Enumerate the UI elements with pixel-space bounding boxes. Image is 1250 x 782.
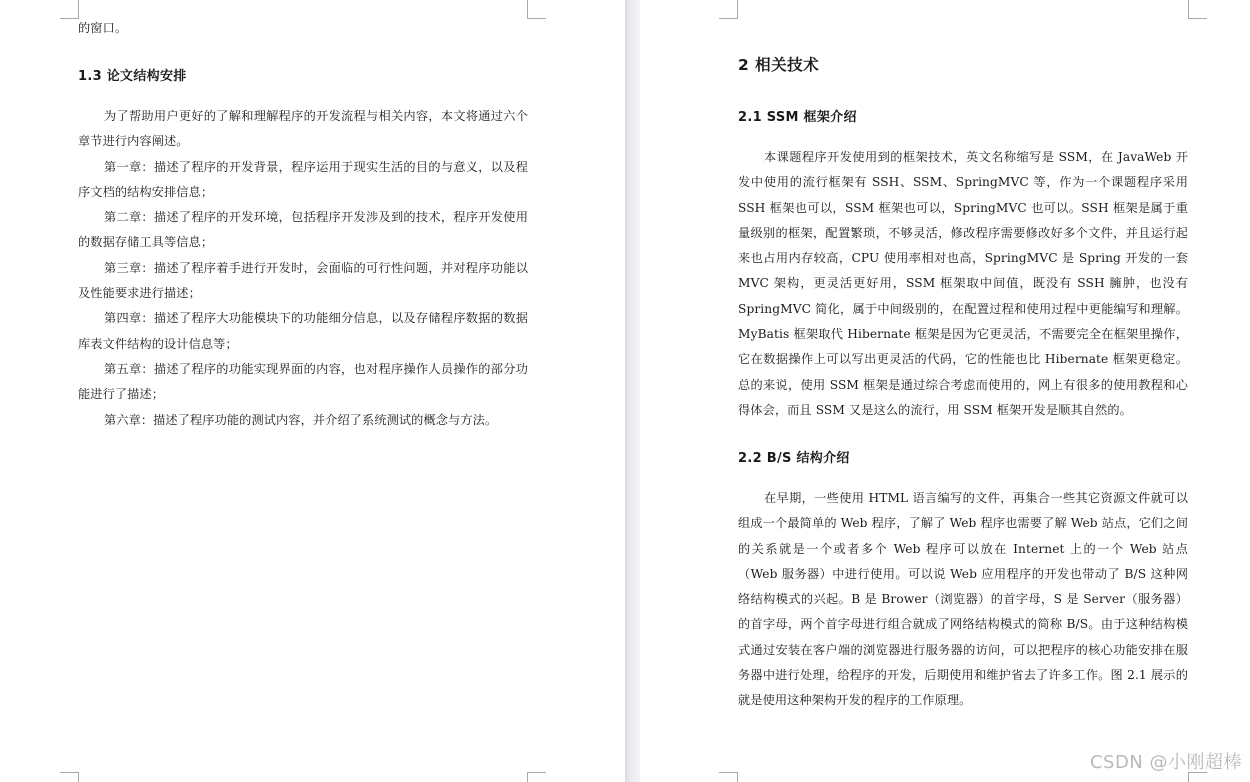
paragraph: 第六章：描述了程序功能的测试内容，并介绍了系统测试的概念与方法。 xyxy=(104,412,498,427)
crop-mark xyxy=(527,0,546,19)
paragraph: 第三章：描述了程序着手进行开发时，会面临的可行性问题，并对程序功能以及性能要求进行描述； xyxy=(78,260,528,301)
crop-mark xyxy=(719,0,738,19)
paragraph: 为了帮助用户更好的了解和理解程序的开发流程与相关内容，本文将通过六个章节进行内容阐述。 xyxy=(78,109,528,149)
section-heading-ssm: 2.1 SSM 框架介绍 xyxy=(738,110,857,125)
paragraph: 第四章：描述了程序大功能模块下的功能细分信息，以及存储程序数据的数据库表文件结构的设计信息等； xyxy=(78,311,528,351)
section-heading: 1.3 论文结构安排 xyxy=(78,69,187,84)
paragraph-bs: 在早期，一些使用 HTML 语言编写的文件，再集合一些其它资源文件就可以组成一个最简单的 Web 程序，了解了 Web 程序也需要了解 Web 站点，它们之间的关系就是一个或者多个 Web 程序可以放在 Internet 上的一个 Web 站点（Web 服务器）中进行使用。可以说 Web 应用程序的开发也带动了 B/S 这种网络结构模式的兴起。B 是 Brower（浏览器）的首字母，S 是 Server（服务器）的首字母，两个首字母进行组合就成了网络结构模式的简称 B/S。由于这种结构模式通过安装在客户端的浏览器进行服务器的访问，可以把程序的核心功能安排在服务器中进行处理，给程序的开发，后期使用和维护省去了许多工作。图 2.1 展示的就是使用这种架构开发的程序的工作原理。 xyxy=(738,491,1188,708)
section-heading-bs: 2.2 B/S 结构介绍 xyxy=(738,451,850,466)
paragraph: 第二章：描述了程序的开发环境，包括程序开发涉及到的技术，程序开发使用的数据存储工具等信息； xyxy=(78,210,528,250)
body-paragraphs xyxy=(78,104,528,433)
paragraph-ssm: 本课题程序开发使用到的框架技术，英文名称缩写是 SSM，在 JavaWeb 开发中使用的流行框架有 SSH、SSM、SpringMVC 等，作为一个课题程序采用 SSH 框架也可以，SSM 框架也可以，SpringMVC 也可以。SSH 框架是属于重量级别的框架，配置繁琐，不够灵活，修改程序需要修改好多个文件，并且运行起来也占用内存较高，CPU 使用率相对也高，SpringMVC 是 Spring 开发的一套 MVC 架构，更灵活更好用，SSM 框架取中间值，既没有 SSH 臃肿，也没有 SpringMVC 简化，属于中间级别的，在配置过程和使用过程中更能编写和理解。MyBatis 框架取代 Hibernate 框架是因为它更灵活，不需要完全在框架里操作，它在数据操作上可以写出更灵活的代码，它的性能也比 Hibernate 框架更稳定。总的来说，使用 SSM 框架是通过综合考虑而使用的，网上有很多的使用教程和心得体会，而且 SSM 又是这么的流行，用 SSM 框架开发是顺其自然的。 xyxy=(738,150,1188,417)
crop-mark xyxy=(719,772,738,782)
crop-mark xyxy=(1188,0,1207,19)
crop-mark xyxy=(60,0,79,19)
crop-mark xyxy=(60,772,79,782)
paragraph: 第一章：描述了程序的开发背景，程序运用于现实生活的目的与意义，以及程序文档的结构安排信息； xyxy=(78,159,528,199)
continuation-text: 的窗口。 xyxy=(78,21,128,35)
paragraph: 第五章：描述了程序的功能实现界面的内容，也对程序操作人员操作的部分功能进行了描述； xyxy=(78,361,528,402)
chapter-heading: 2 相关技术 xyxy=(738,56,820,74)
crop-mark xyxy=(527,772,546,782)
document-page-right xyxy=(640,0,1250,782)
page-gutter xyxy=(625,0,640,782)
csdn-watermark: CSDN @小刚超棒 xyxy=(1089,752,1242,773)
